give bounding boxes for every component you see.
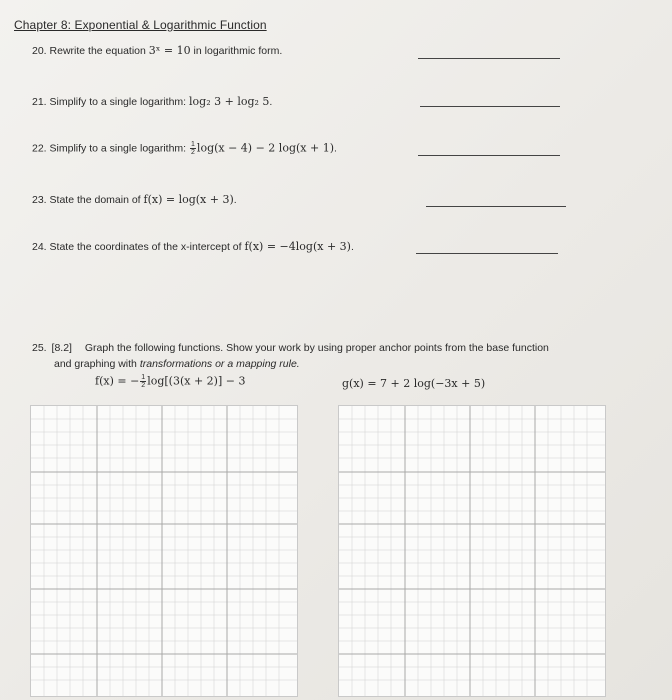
question-20 [32,44,282,57]
fraction-numerator: 1 [191,141,195,148]
question-text-end: . [233,194,237,206]
question-text-line2 [54,358,300,370]
question-text: State the coordinates of the x-intercept of [49,241,245,253]
question-number: 23. [32,194,47,206]
question-24 [32,240,354,253]
question-math: log(x − 4) − 2 log(x + 1) [196,141,334,155]
line2-text: and graphing with [54,358,140,370]
question-22 [32,141,337,156]
graph-grid-right[interactable] [338,405,606,697]
question-math: f(x) = −4log(x + 3) [244,240,351,253]
function-f-prefix: f(x) = − [95,374,140,388]
fraction-denominator: 2 [141,382,146,389]
function-f-body: log[(3(x + 2)] − 3 [147,374,246,388]
answer-line-20[interactable] [418,58,560,59]
grid-lines-right [339,406,605,696]
fraction-denominator: 2 [191,149,195,156]
question-number: 20. [32,45,47,57]
question-text-end: . [350,241,354,253]
answer-line-24[interactable] [416,253,558,254]
question-text: Simplify to a single logarithm: [49,96,190,108]
function-f [95,374,245,389]
answer-line-21[interactable] [420,106,560,107]
chapter-title: Chapter 8: Exponential & Logarithmic Function [14,18,267,32]
fraction [190,141,196,156]
fraction [140,374,146,389]
question-text-end: . [333,142,337,155]
question-number: 25. [32,342,47,354]
graph-grid-left[interactable] [30,405,298,697]
answer-line-23[interactable] [426,206,566,207]
question-text: State the domain of [49,194,144,206]
question-math: log₂ 3 + log₂ 5 [189,95,270,108]
question-math: f(x) = log(x + 3) [143,193,234,206]
question-21 [32,95,272,108]
question-number: 22. [32,142,47,155]
section-tag: [8.2] [51,342,72,354]
question-text: Simplify to a single logarithm: [49,142,190,155]
question-number: 24. [32,241,47,253]
line2-emphasis: transformations or a mapping rule. [139,358,300,370]
answer-line-22[interactable] [418,155,560,156]
question-math: 3ˣ = 10 [148,44,191,57]
question-number: 21. [32,96,47,108]
question-text: Rewrite the equation [49,45,149,57]
question-text-end: . [269,96,273,108]
question-25 [32,342,549,370]
question-text-end: in logarithmic form. [190,45,283,57]
function-g: g(x) = 7 + 2 log(−3x + 5) [342,377,486,390]
question-23 [32,193,237,206]
grid-lines-left [31,406,297,696]
fraction-numerator: 1 [141,374,146,381]
question-text: Graph the following functions. Show your work by using proper anchor points from the base function [84,342,549,354]
